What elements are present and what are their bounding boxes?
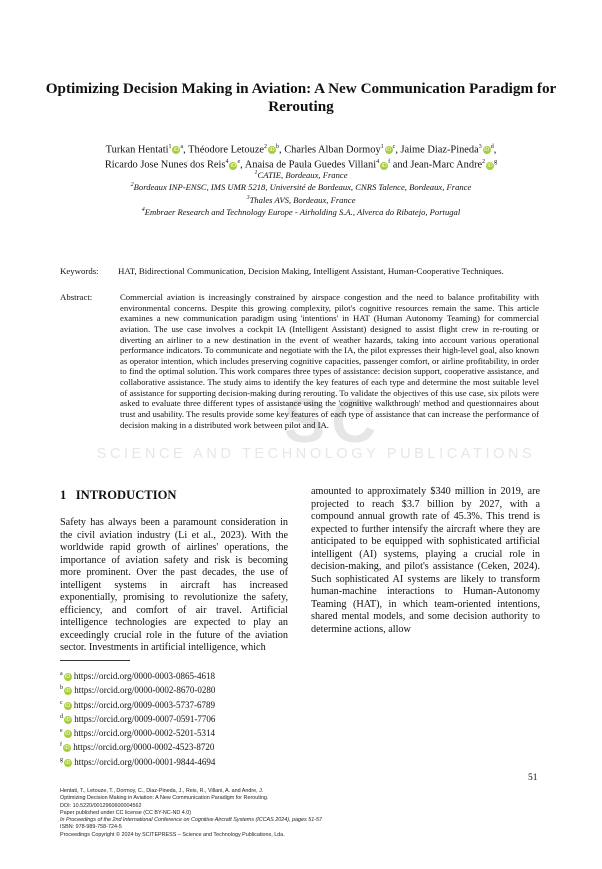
author-name: Jean-Marc Andre: [410, 159, 483, 171]
orcid-link[interactable]: https://orcid.org/0000-0002-8670-0280: [74, 685, 216, 696]
orcid-icon: iD: [65, 731, 71, 738]
orcid-icon[interactable]: iD: [230, 162, 237, 169]
section-title: INTRODUCTION: [75, 488, 177, 502]
orcid-link[interactable]: https://orcid.org/0009-0003-5737-6789: [73, 699, 215, 710]
affiliations: [40, 168, 562, 218]
abstract-text: Commercial aviation is increasingly constrained by airspace congestion and the need to balance profitability with environmental concerns. Despite this growing complexity, pilot's cognitive resources remain the same. This article examines a new communication paradigm using 'intentions' in HAT (Human Autonomy Teaming) for commercial aviation. The use case involves a cockpit IA (Intelligent Assistant) designed to assist flight crew in re-routing or diverting an airliner to a new destination in the event of weather hazards, taking into account various operational performance indicators. To communicate and negotiate with the IA, the pilot expresses their high-level goal, also known as operator intention, which includes preserving cognitive capacities, passenger comfort, or airline profitability, in order to find the optimal solution. This work compares three types of assistance: decision support, cooperative assistance, and collaborative assistance. The study aims to identify the key features of each type and determine the most suitable level of assistance for supporting decision-making during rerouting. To validate the objectives of this use case, six pilots were asked to evaluate three different types of assistance using the 'cognitive walkthrough' method and questionnaires about trust and usability. The results provide some key features of each type of assistance that can increase the performance of decision making in a distributed work between pilot and IA.: [120, 292, 539, 430]
author-name: Ricardo Jose Nunes dos Reis: [104, 159, 226, 171]
footer-proceedings: In Proceedings of the 2nd International Conference on Cognitive Aircraft Systems (ICCAS 2024), pages 51-57: [60, 817, 322, 824]
page-number: 51: [528, 773, 538, 783]
footer-paper-title: Optimizing Decision Making in Aviation: A New Communication Paradigm for Rerouting.: [60, 795, 269, 802]
watermark-text: SCIENCE AND TECHNOLOGY PUBLICATIONS: [96, 446, 536, 462]
orcid-icon[interactable]: iD: [269, 147, 275, 154]
footer-license: Paper published under CC license (CC BY-NC-ND 4.0): [60, 809, 192, 816]
affiliation-3: $^3$Thales AVS, Bordeaux, France: [246, 194, 356, 205]
affiliation-1: $^1$CATIE, Bordeaux, France: [254, 169, 348, 180]
footer-isbn: ISBN: 978-989-758-724-5: [60, 824, 122, 831]
orcid-icon: iD: [65, 716, 71, 723]
footnote-list: [60, 668, 215, 768]
author-name: Théodore Letouze: [188, 144, 265, 156]
author-name: Anaisa de Paula Guedes Villani: [244, 159, 377, 171]
paper-title: Optimizing Decision Making in Aviation: A New Communication Paradigm for Rerouting: [45, 80, 557, 115]
orcid-icon: iD: [65, 688, 71, 695]
section-heading: [60, 488, 177, 503]
author-list: Turkan $Hentati^1iD^a$, Théodore $Letouze^2iD^b$, Charles Alban $Dormoy^1iD^c$, Jaime Diaz-$Pineda^3iD^d$, Ricardo Jose Nunes dos $Reis^4iD^e$, Anaisa de Paula Guedes $Villani^4iD^f$ and Jean-Marc $Andre^2iD^g$: [104, 144, 498, 171]
footnote-item: $^f$ iD https://orcid.org/0000-0002-4523-8720: [60, 742, 215, 753]
author-name: Charles Alban Dormoy: [284, 144, 381, 156]
orcid-link[interactable]: https://orcid.org/0000-0002-4523-8720: [73, 742, 215, 753]
keywords-text: HAT, Bidirectional Communication, Decision Making, Intelligent Assistant, Human-Cooperative Techniques.: [118, 266, 504, 276]
body-column-left: Safety has always been a paramount consideration in the civil aviation industry (Li et al., 2023). With the worldwide rapid growth of airlines' operations, the importance of aviation safety and risk is becoming more prominent. Over the past decades, the use of intelligent systems in aircraft has increased exponentially, promising to revolutionize the safety, efficiency, and comfort of air travel. Artificial intelligence technologies are expected to play an exceedingly crucial role in the future of the aviation sector. Investments in artificial intelligence, which: [60, 517, 288, 654]
affiliation-4: $^4$Embraer Research and Technology Europe - Airholding S.A., Alverca do Ribatejo, Portugal: [141, 207, 461, 218]
footnote-item: $^g$ iD https://orcid.org/0000-0001-9844-4694: [60, 756, 216, 767]
orcid-icon: iD: [65, 702, 71, 709]
section-number: 1: [60, 488, 67, 502]
orcid-icon[interactable]: iD: [386, 147, 392, 154]
author-name: Jaime Diaz-Pineda: [400, 144, 479, 156]
orcid-icon: iD: [64, 745, 70, 752]
footer-copyright: Proceedings Copyright © 2024 by SCITEPRESS – Science and Technology Publications, Lda.: [60, 831, 285, 838]
orcid-icon[interactable]: iD: [173, 147, 180, 154]
footer-citation: Hentati, T., Letouze, T., Dormoy, C., Diaz-Pineda, J., Reis, R., Villani, A. and Andre, J.: [60, 788, 264, 794]
orcid-icon: iD: [65, 759, 71, 766]
abstract-label: Abstract:: [60, 292, 93, 302]
body-column-right: amounted to approximately $340 million in 2019, are projected to reach $3.7 billion by 2027, with a compound annual growth rate of 45.3%. This trend is expected to further intensify the aircraft where they are anticipated to be equipped with sophisticated artificial intelligent (AI) systems, playing a crucial role in decision-making, and pilot's assistance (Ceken, 2024). Such sophisticated AI systems are likely to transform human-machine interactions to Human-Autonomy Teaming (HAT), in which team-oriented intentions, shared mental models, and some decision authority to determine actions, allow: [311, 486, 540, 636]
orcid-link[interactable]: https://orcid.org/0000-0001-9844-4694: [74, 756, 216, 767]
footnote-divider: [60, 660, 130, 661]
watermark-logo: SC: [283, 387, 383, 456]
orcid-icon[interactable]: iD: [381, 162, 387, 169]
footnote-item: $^e$ iD https://orcid.org/0000-0002-5201-5314: [60, 728, 215, 739]
orcid-link[interactable]: https://orcid.org/0009-0007-0591-7706: [74, 713, 216, 724]
orcid-link[interactable]: https://orcid.org/0000-0003-0865-4618: [73, 671, 215, 681]
affiliation-2: $^2$Bordeaux INP-ENSC, IMS UMR 5218, Université de Bordeaux, CNRS Talence, Bordeaux, France: [130, 182, 472, 193]
author-name: Turkan Hentati: [105, 144, 169, 156]
citation-footer: [60, 788, 520, 839]
orcid-icon: iD: [65, 674, 71, 680]
orcid-icon[interactable]: iD: [487, 162, 493, 169]
footnote-item: $^d$ iD https://orcid.org/0009-0007-0591-7706: [60, 713, 216, 724]
orcid-icon[interactable]: iD: [484, 147, 490, 154]
footer-doi[interactable]: DOI: 10.5220/0012960600004562: [60, 802, 142, 809]
footnote-item: $^b$ iD https://orcid.org/0000-0002-8670-0280: [60, 685, 216, 696]
footnote-item: $^c$ iD https://orcid.org/0009-0003-5737-6789: [60, 699, 215, 710]
footnote-item: $^a$ iD https://orcid.org/0000-0003-0865-4618: [60, 671, 215, 681]
keywords-label: Keywords:: [60, 266, 99, 276]
orcid-link[interactable]: https://orcid.org/0000-0002-5201-5314: [73, 728, 215, 739]
